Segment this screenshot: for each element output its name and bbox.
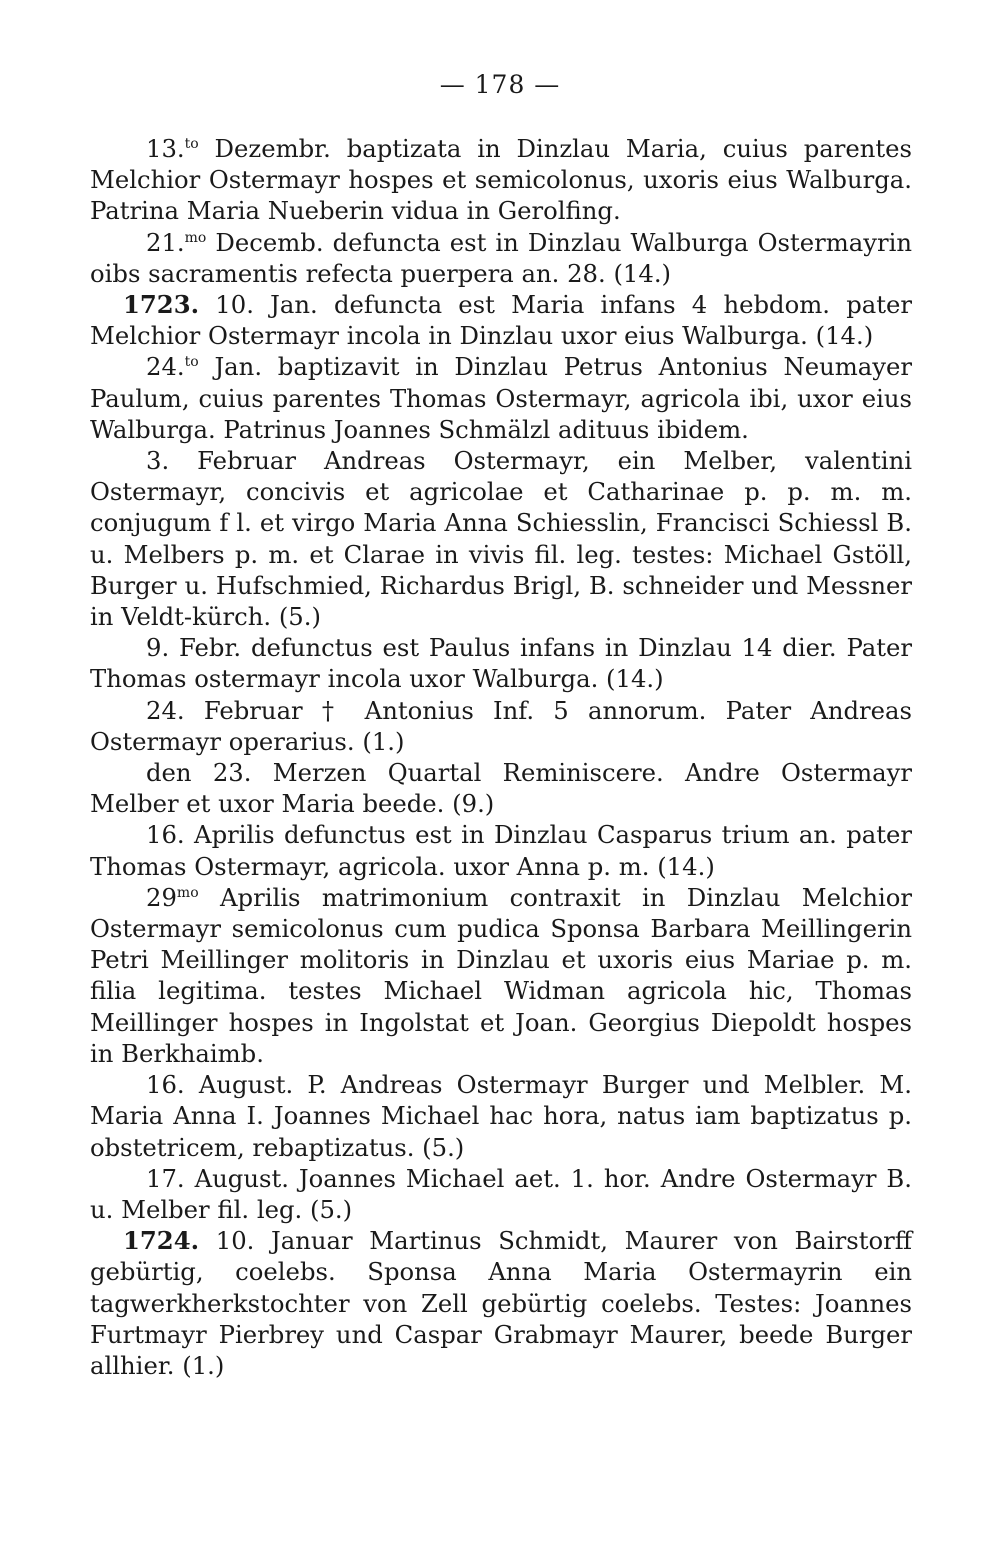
year-heading: 1723.	[123, 290, 200, 320]
entry-text: den 23. Merzen Quartal Reminiscere. Andre Ostermayr Melber et uxor Maria beede. (9.)	[90, 758, 912, 819]
entry-paragraph	[90, 227, 912, 289]
entry-text: 9. Febr. defunctus est Paulus infans in Dinzlau 14 dier. Pater Thomas ostermayr incola uxor Walburga. (14.)	[90, 633, 912, 694]
entry-text: Dezembr. baptizata in Dinzlau Maria, cuius parentes Melchior Ostermayr hospes et semicolonus, uxoris eius Walburga. Patrina Maria Nueberin vidua in Gerolfing.	[90, 134, 912, 226]
entry-paragraph	[90, 1225, 912, 1381]
entry-paragraph	[90, 882, 912, 1069]
entry-text: Aprilis matrimonium contraxit in Dinzlau Melchior Ostermayr semicolonus cum pudica Sponsa Barbara Meillingerin Petri Meillinger molitoris in Dinzlau et uxoris eius Mariae p. m. filia legitima. testes Michael Widman agricola hic, Thomas Meillinger hospes in Ingolstat et Joan. Georgius Diepoldt hospes in Berkhaimb.	[90, 882, 912, 1068]
entry-superscript: to	[184, 135, 199, 152]
year-heading: 1724.	[123, 1226, 200, 1256]
entry-superscript: mo	[184, 229, 207, 246]
entry-paragraph	[90, 1163, 912, 1225]
entry-lead: 13.	[146, 134, 185, 163]
entry-text: 3. Februar Andreas Ostermayr, ein Melber, valentini Ostermayr, concivis et agricolae et Catharinae p. p. m. m. conjugum f l. et virgo Maria Anna Schiesslin, Francisci Schiessl B. u. Melbers p. m. et Clarae in vivis fil. leg. testes: Michael Gstöll, Burger u. Hufschmied, Richardus Brigl, B. schneider und Messner in Veldt-kürch. (5.)	[90, 446, 912, 632]
entry-superscript: mo	[176, 884, 199, 901]
entry-text: 16. Aprilis defunctus est in Dinzlau Casparus trium an. pater Thomas Ostermayr, agricola. uxor Anna p. m. (14.)	[90, 820, 912, 881]
entry-text: Jan. baptizavit in Dinzlau Petrus Antonius Neumayer Paulum, cuius parentes Thomas Ostermayr, agricola ibi, uxor eius Walburga. Patrinus Joannes Schmälzl adituus ibidem.	[90, 352, 912, 444]
entry-paragraph	[90, 757, 912, 819]
entry-paragraph	[90, 445, 912, 632]
entry-text: 16. August. P. Andreas Ostermayr Burger und Melbler. M. Maria Anna I. Joannes Michael hac hora, natus iam baptizatus p. obstetricem, rebaptizatus. (5.)	[90, 1070, 912, 1162]
entry-paragraph	[90, 632, 912, 694]
register-entries	[90, 133, 912, 1381]
entry-text: Decemb. defuncta est in Dinzlau Walburga Ostermayrin oibs sacramentis refecta puerpera an. 28. (14.)	[90, 227, 912, 288]
entry-paragraph	[90, 1069, 912, 1163]
entry-text: 17. August. Joannes Michael aet. 1. hor. Andre Ostermayr B. u. Melber fil. leg. (5.)	[90, 1163, 912, 1224]
entry-lead: 29	[146, 882, 177, 912]
entry-paragraph	[90, 289, 912, 351]
entry-paragraph	[90, 351, 912, 445]
entry-paragraph	[90, 819, 912, 881]
entry-paragraph	[90, 695, 912, 757]
entry-text: 10. Jan. defuncta est Maria infans 4 hebdom. pater Melchior Ostermayr incola in Dinzlau uxor eius Walburga. (14.)	[90, 290, 912, 351]
entry-lead: 21.	[146, 227, 185, 257]
entry-paragraph	[90, 133, 912, 227]
entry-lead: 24.	[146, 352, 185, 382]
page-number: — 178 —	[439, 70, 561, 99]
entry-superscript: to	[184, 354, 199, 371]
entry-text: 24. Februar † Antonius Inf. 5 annorum. Pater Andreas Ostermayr operarius. (1.)	[90, 695, 912, 756]
entry-text: 10. Januar Martinus Schmidt, Maurer von Bairstorff gebürtig, coelebs. Sponsa Anna Maria Ostermayrin ein tagwerkherkstochter von Zell gebürtig coelebs. Testes: Joannes Furtmayr Pierbrey und Caspar Grabmayr Maurer, beede Burger allhier. (1.)	[90, 1226, 912, 1380]
